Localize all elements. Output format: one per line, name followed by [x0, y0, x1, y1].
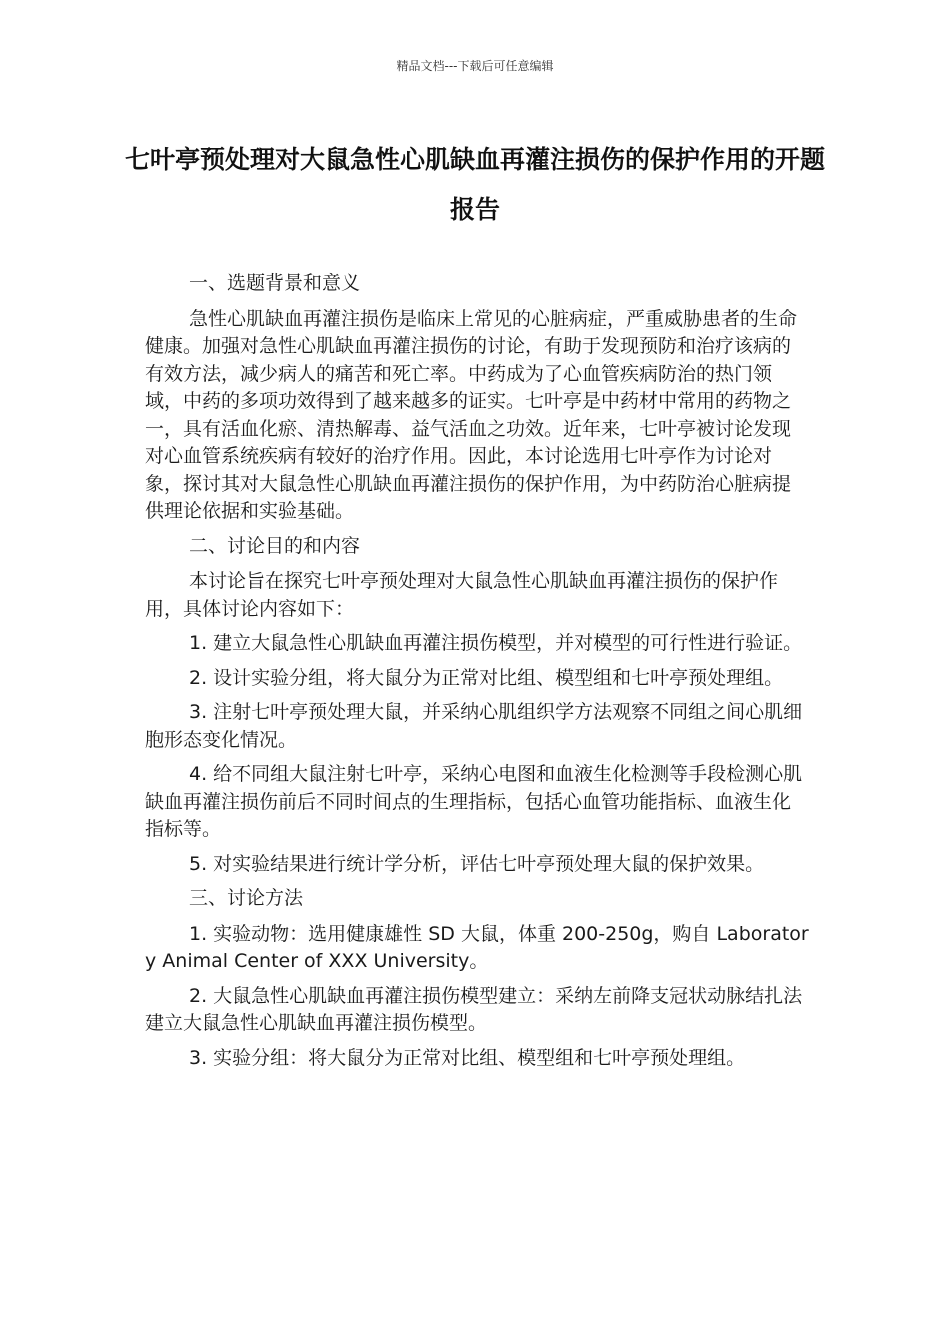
section-heading-background: 一、选题背景和意义 — [189, 272, 361, 294]
document-title: 七叶亭预处理对大鼠急性心肌缺血再灌注损伤的保护作用的开题报告 — [124, 145, 825, 224]
list-item: 1. 建立大鼠急性心肌缺血再灌注损伤模型，并对模型的可行性进行验证。 — [189, 632, 803, 654]
paragraph-background: 急性心肌缺血再灌注损伤是临床上常见的心脏病症，严重威胁患者的生命健康。加强对急性心肌缺血再灌注损伤的讨论，有助于发现预防和治疗该病的有效方法，减少病人的痛苦和死亡率。中药成为了心血管疾病防治的热门领域，中药的多项功效得到了越来越多的证实。七叶亭是中药材中常用的药物之一，具有活血化瘀、清热解毒、益气活血之功效。近年来，七叶亭被讨论发现对心血管系统疾病有较好的治疗作用。因此，本讨论选用七叶亭作为讨论对象，探讨其对大鼠急性心肌缺血再灌注损伤的保护作用，为中药防治心脏病提供理论依据和实验基础。 — [145, 307, 798, 522]
list-item: 2. 大鼠急性心肌缺血再灌注损伤模型建立：采纳左前降支冠状动脉结扎法建立大鼠急性心肌缺血再灌注损伤模型。 — [145, 984, 803, 1034]
list-item: 4. 给不同组大鼠注射七叶亭，采纳心电图和血液生化检测等手段检测心肌缺血再灌注损伤前后不同时间点的生理指标，包括心血管功能指标、血液生化指标等。 — [145, 763, 803, 840]
header-note: 精品文档---下载后可任意编辑 — [396, 59, 554, 73]
list-item: 3. 注射七叶亭预处理大鼠，并采纳心肌组织学方法观察不同组之间心肌细胞形态变化情况。 — [145, 701, 803, 751]
list-item: 5. 对实验结果进行统计学分析，评估七叶亭预处理大鼠的保护效果。 — [189, 852, 765, 875]
list-item: 3. 实验分组：将大鼠分为正常对比组、模型组和七叶亭预处理组。 — [189, 1046, 746, 1069]
paragraph-purpose-intro: 本讨论旨在探究七叶亭预处理对大鼠急性心肌缺血再灌注损伤的保护作用，具体讨论内容如下： — [145, 570, 779, 620]
document-body — [145, 270, 809, 1079]
section-heading-purpose: 二、讨论目的和内容 — [189, 534, 361, 557]
list-item: 2. 设计实验分组，将大鼠分为正常对比组、模型组和七叶亭预处理组。 — [189, 666, 784, 689]
section-heading-methods: 三、讨论方法 — [189, 887, 304, 909]
list-item: 1. 实验动物：选用健康雄性 SD 大鼠，体重 200-250g，购自 Laboratory Animal Center of XXX University。 — [145, 922, 809, 972]
